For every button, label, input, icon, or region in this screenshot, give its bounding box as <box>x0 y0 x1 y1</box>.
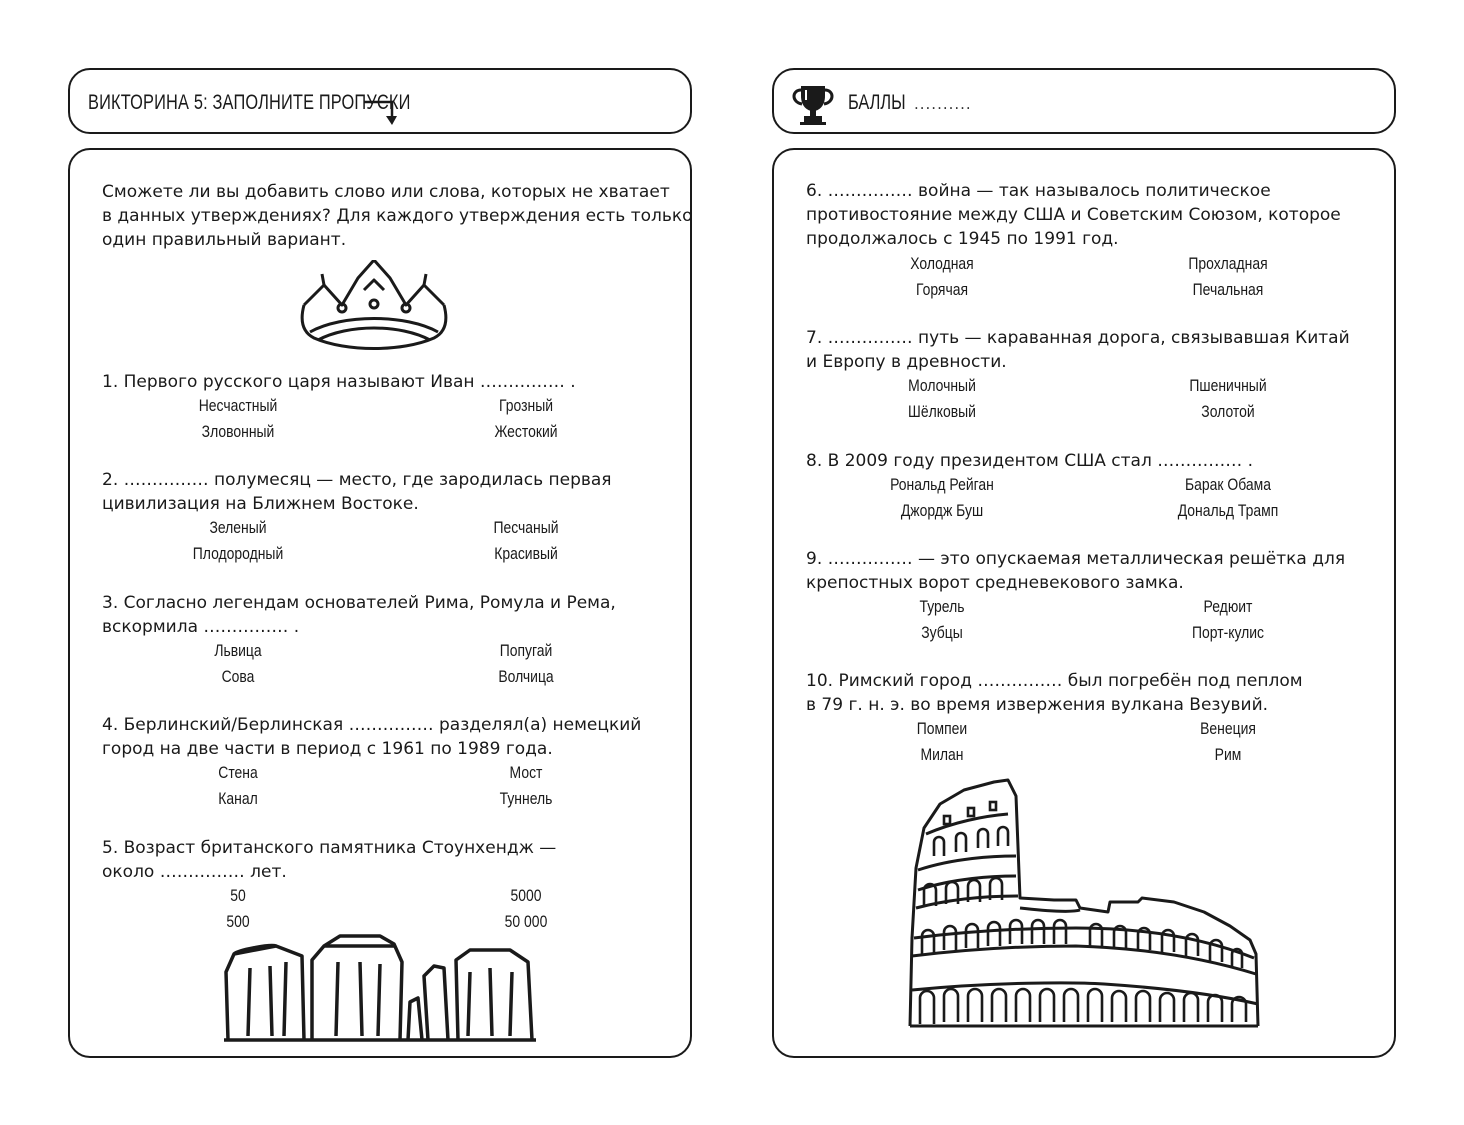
q8-option-d: Дональд Трамп <box>1177 501 1279 520</box>
score-blank: .......... <box>914 95 972 113</box>
question-10-line-1: 10. Римский город …………… был погребён под пеплом <box>806 671 1303 691</box>
question-8-line-1: 8. В 2009 году президентом США стал …………… . <box>806 451 1254 471</box>
q2-option-a: Зеленый <box>209 518 267 537</box>
score-box <box>772 68 1396 134</box>
question-7-line-2: и Европу в древности. <box>806 352 1007 372</box>
q5-option-d: 50 000 <box>504 912 548 931</box>
left-quiz-panel <box>68 148 692 1058</box>
q1-option-b: Грозный <box>498 396 554 415</box>
q9-option-c: Зубцы <box>921 623 963 642</box>
q3-option-b: Попугай <box>499 641 553 660</box>
q3-option-d: Волчица <box>498 667 554 686</box>
q8-option-a: Рональд Рейган <box>890 475 994 494</box>
q7-option-a: Молочный <box>908 376 976 395</box>
q6-option-b: Прохладная <box>1188 254 1268 273</box>
question-6-line-3: продолжалось с 1945 по 1991 год. <box>806 229 1119 249</box>
stonehenge-illustration <box>220 932 542 1044</box>
q6-option-a: Холодная <box>910 254 974 273</box>
q6-option-c: Горячая <box>915 280 969 299</box>
question-7-line-1: 7. …………… путь — караванная дорога, связывавшая Китай <box>806 328 1350 348</box>
arrow-down-right-icon <box>362 96 398 126</box>
intro-line-3: один правильный вариант. <box>102 230 347 250</box>
q4-option-a: Стена <box>218 763 258 782</box>
q5-option-a: 50 <box>230 886 246 905</box>
q2-option-c: Плодородный <box>192 544 284 563</box>
q4-option-c: Канал <box>218 789 258 808</box>
right-quiz-panel <box>772 148 1396 1058</box>
question-4-line-2: город на две части в период с 1961 по 1989 года. <box>102 739 553 759</box>
q6-option-d: Печальная <box>1192 280 1264 299</box>
q7-option-d: Золотой <box>1201 402 1255 421</box>
trophy-icon <box>788 82 838 126</box>
q8-option-c: Джордж Буш <box>900 501 984 520</box>
question-9-line-1: 9. …………… — это опускаемая металлическая решётка для <box>806 549 1346 569</box>
quiz-title-box <box>68 68 692 134</box>
question-3-line-2: вскормила …………… . <box>102 617 300 637</box>
crown-illustration <box>296 260 452 355</box>
question-5-line-1: 5. Возраст британского памятника Стоунхендж — <box>102 838 557 858</box>
q10-option-a: Помпеи <box>916 719 968 738</box>
q2-option-d: Красивый <box>494 544 558 563</box>
q1-option-a: Несчастный <box>198 396 278 415</box>
q7-option-b: Пшеничный <box>1189 376 1267 395</box>
question-5-line-2: около …………… лет. <box>102 862 287 882</box>
q9-option-b: Редюит <box>1203 597 1253 616</box>
question-6-line-2: противостояние между США и Советским Союзом, которое <box>806 205 1341 225</box>
q4-option-b: Мост <box>509 763 543 782</box>
question-3-line-1: 3. Согласно легендам основателей Рима, Ромула и Рема, <box>102 593 616 613</box>
q9-option-a: Турель <box>919 597 965 616</box>
score-label: БАЛЛЫ <box>848 91 906 114</box>
question-2-line-1: 2. …………… полумесяц — место, где зародилась первая <box>102 470 612 490</box>
q1-option-d: Жестокий <box>494 422 558 441</box>
question-6-line-1: 6. …………… война — так называлось политическое <box>806 181 1271 201</box>
intro-line-1: Сможете ли вы добавить слово или слова, которых не хватает <box>102 182 670 202</box>
question-2-line-2: цивилизация на Ближнем Востоке. <box>102 494 419 514</box>
question-10-line-2: в 79 г. н. э. во время извержения вулкана Везувий. <box>806 695 1269 715</box>
q10-option-d: Рим <box>1214 745 1242 764</box>
q10-option-b: Венеция <box>1200 719 1256 738</box>
q7-option-c: Шёлковый <box>908 402 976 421</box>
q2-option-b: Песчаный <box>493 518 559 537</box>
colosseum-illustration <box>904 778 1270 1030</box>
q9-option-d: Порт-кулис <box>1191 623 1265 642</box>
question-1-line-1: 1. Первого русского царя называют Иван …………… . <box>102 372 576 392</box>
question-4-line-1: 4. Берлинский/Берлинская …………… разделял(а) немецкий <box>102 715 642 735</box>
q4-option-d: Туннель <box>499 789 553 808</box>
intro-line-2: в данных утверждениях? Для каждого утверждения есть только <box>102 206 693 226</box>
q5-option-c: 500 <box>226 912 250 931</box>
quiz-title: ВИКТОРИНА 5: ЗАПОЛНИТЕ ПРОПУСКИ <box>88 91 411 114</box>
q3-option-a: Львица <box>214 641 262 660</box>
q10-option-c: Милан <box>920 745 964 764</box>
q3-option-c: Сова <box>221 667 255 686</box>
q1-option-c: Зловонный <box>201 422 275 441</box>
question-9-line-2: крепостных ворот средневекового замка. <box>806 573 1184 593</box>
q5-option-b: 5000 <box>510 886 542 905</box>
q8-option-b: Барак Обама <box>1185 475 1271 494</box>
